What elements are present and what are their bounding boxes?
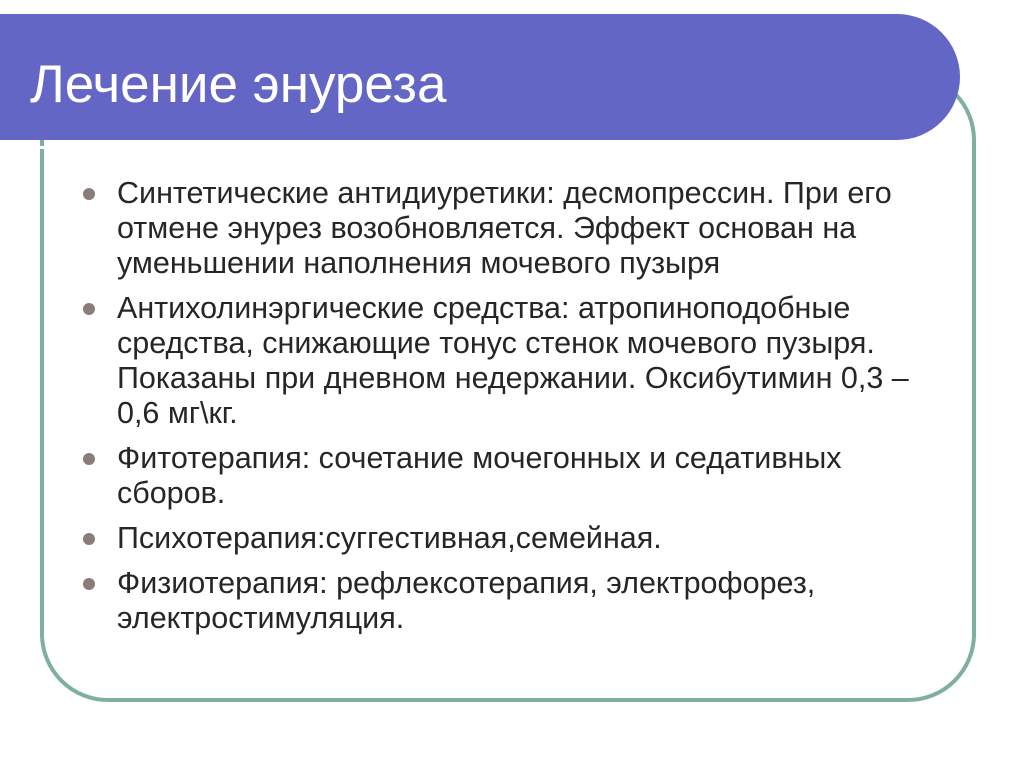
bullet-dot-icon	[83, 303, 95, 315]
bullet-text: Психотерапия:суггестивная,семейная.	[117, 521, 662, 555]
bullet-item	[80, 566, 948, 636]
bullet-text: Синтетические антидиуретики: десмопрессин. При его отмене энурез возобновляется. Эффект основан на уменьшении наполнения мочевого пузыря	[117, 176, 892, 280]
bullet-dot-icon	[83, 533, 95, 545]
bullet-item	[80, 291, 948, 431]
bullet-dot-icon	[83, 188, 95, 200]
bullet-text: Фитотерапия: сочетание мочегонных и седативных сборов.	[117, 441, 842, 510]
bullet-dot-icon	[83, 453, 95, 465]
bullet-dot-icon	[83, 578, 95, 590]
bullet-item	[80, 521, 948, 556]
title-underline	[0, 146, 906, 149]
slide-title: Лечение энуреза	[30, 55, 447, 114]
bullet-list	[80, 176, 948, 646]
title-banner	[0, 14, 960, 140]
bullet-item	[80, 441, 948, 511]
bullet-text: Антихолинэргические средства: атропиноподобные средства, снижающие тонус стенок мочевого пузыря. Показаны при дневном недержании. Оксибутимин 0,3 – 0,6 мг\кг.	[117, 291, 909, 430]
bullet-text: Физиотерапия: рефлексотерапия, электрофорез, электростимуляция.	[117, 566, 816, 635]
bullet-item	[80, 176, 948, 281]
